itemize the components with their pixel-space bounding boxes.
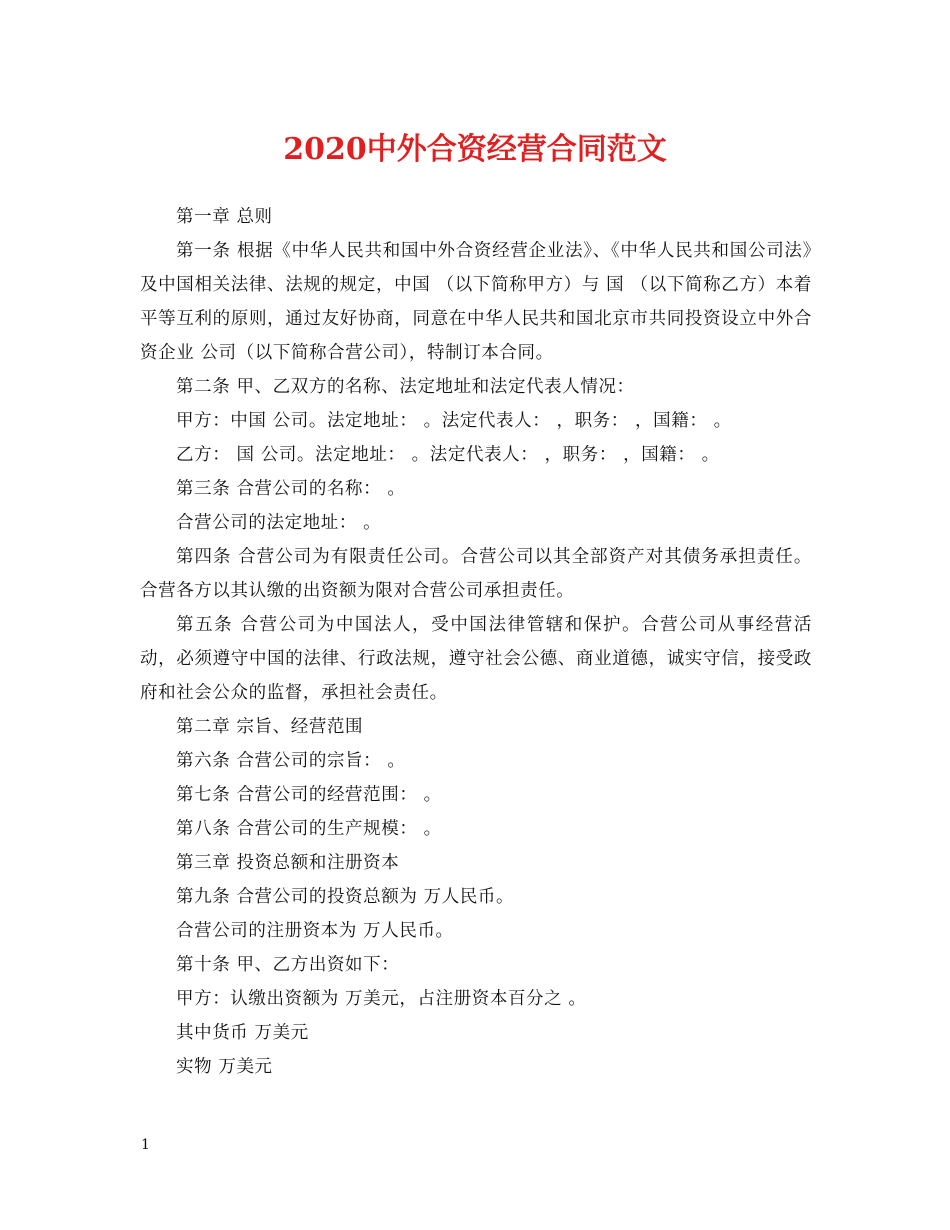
paragraph: 第八条 合营公司的生产规模： 。: [176, 819, 442, 839]
document-title: 2020中外合资经营合同范文: [283, 132, 667, 167]
paragraph: 乙方： 国 公司。法定地址： 。法定代表人： ，职务： ，国籍： 。: [176, 445, 720, 465]
page-number: 1: [141, 1137, 150, 1153]
document-body: [140, 200, 812, 1084]
paragraph: 甲方：认缴出资额为 万美元，占注册资本百分之 。: [176, 989, 587, 1009]
paragraph: 甲方：中国 公司。法定地址： 。法定代表人： ，职务： ，国籍： 。: [176, 411, 732, 431]
paragraph: 实物 万美元: [176, 1057, 273, 1077]
paragraph: 第五条 合营公司为中国法人，受中国法律管辖和保护。合营公司从事经营活动，必须遵守中国的法律、行政法规，遵守社会公德、商业道德，诚实守信，接受政府和社会公众的监督，承担社会责任。: [140, 615, 812, 703]
paragraph: 第三章 投资总额和注册资本: [176, 853, 400, 873]
paragraph: 第一条 根据《中华人民共和国中外合资经营企业法》、《中华人民共和国公司法》及中国相关法律、法规的规定，中国 （以下简称甲方）与 国 （以下简称乙方）本着平等互利的原则，通过友好协商，同意在中华人民共和国北京市共同投资设立中外合资企业 公司（以下简称合营公司），特制订本合同。: [140, 241, 812, 363]
paragraph: 第七条 合营公司的经营范围： 。: [176, 785, 442, 805]
paragraph: 第二条 甲、乙双方的名称、法定地址和法定代表人情况：: [176, 377, 635, 397]
paragraph: 合营公司的法定地址： 。: [176, 513, 382, 533]
paragraph: 第一章 总则: [176, 207, 273, 227]
paragraph: 第二章 宗旨、经营范围: [176, 717, 364, 737]
paragraph: 第六条 合营公司的宗旨： 。: [176, 751, 406, 771]
paragraph: 第四条 合营公司为有限责任公司。合营公司以其全部资产对其债务承担责任。合营各方以其认缴的出资额为限对合营公司承担责任。: [140, 547, 812, 601]
paragraph: 第三条 合营公司的名称： 。: [176, 479, 406, 499]
paragraph: 第十条 甲、乙方出资如下：: [176, 955, 400, 975]
paragraph: 第九条 合营公司的投资总额为 万人民币。: [176, 887, 515, 907]
paragraph: 其中货币 万美元: [176, 1023, 309, 1043]
paragraph: 合营公司的注册资本为 万人民币。: [176, 921, 454, 941]
